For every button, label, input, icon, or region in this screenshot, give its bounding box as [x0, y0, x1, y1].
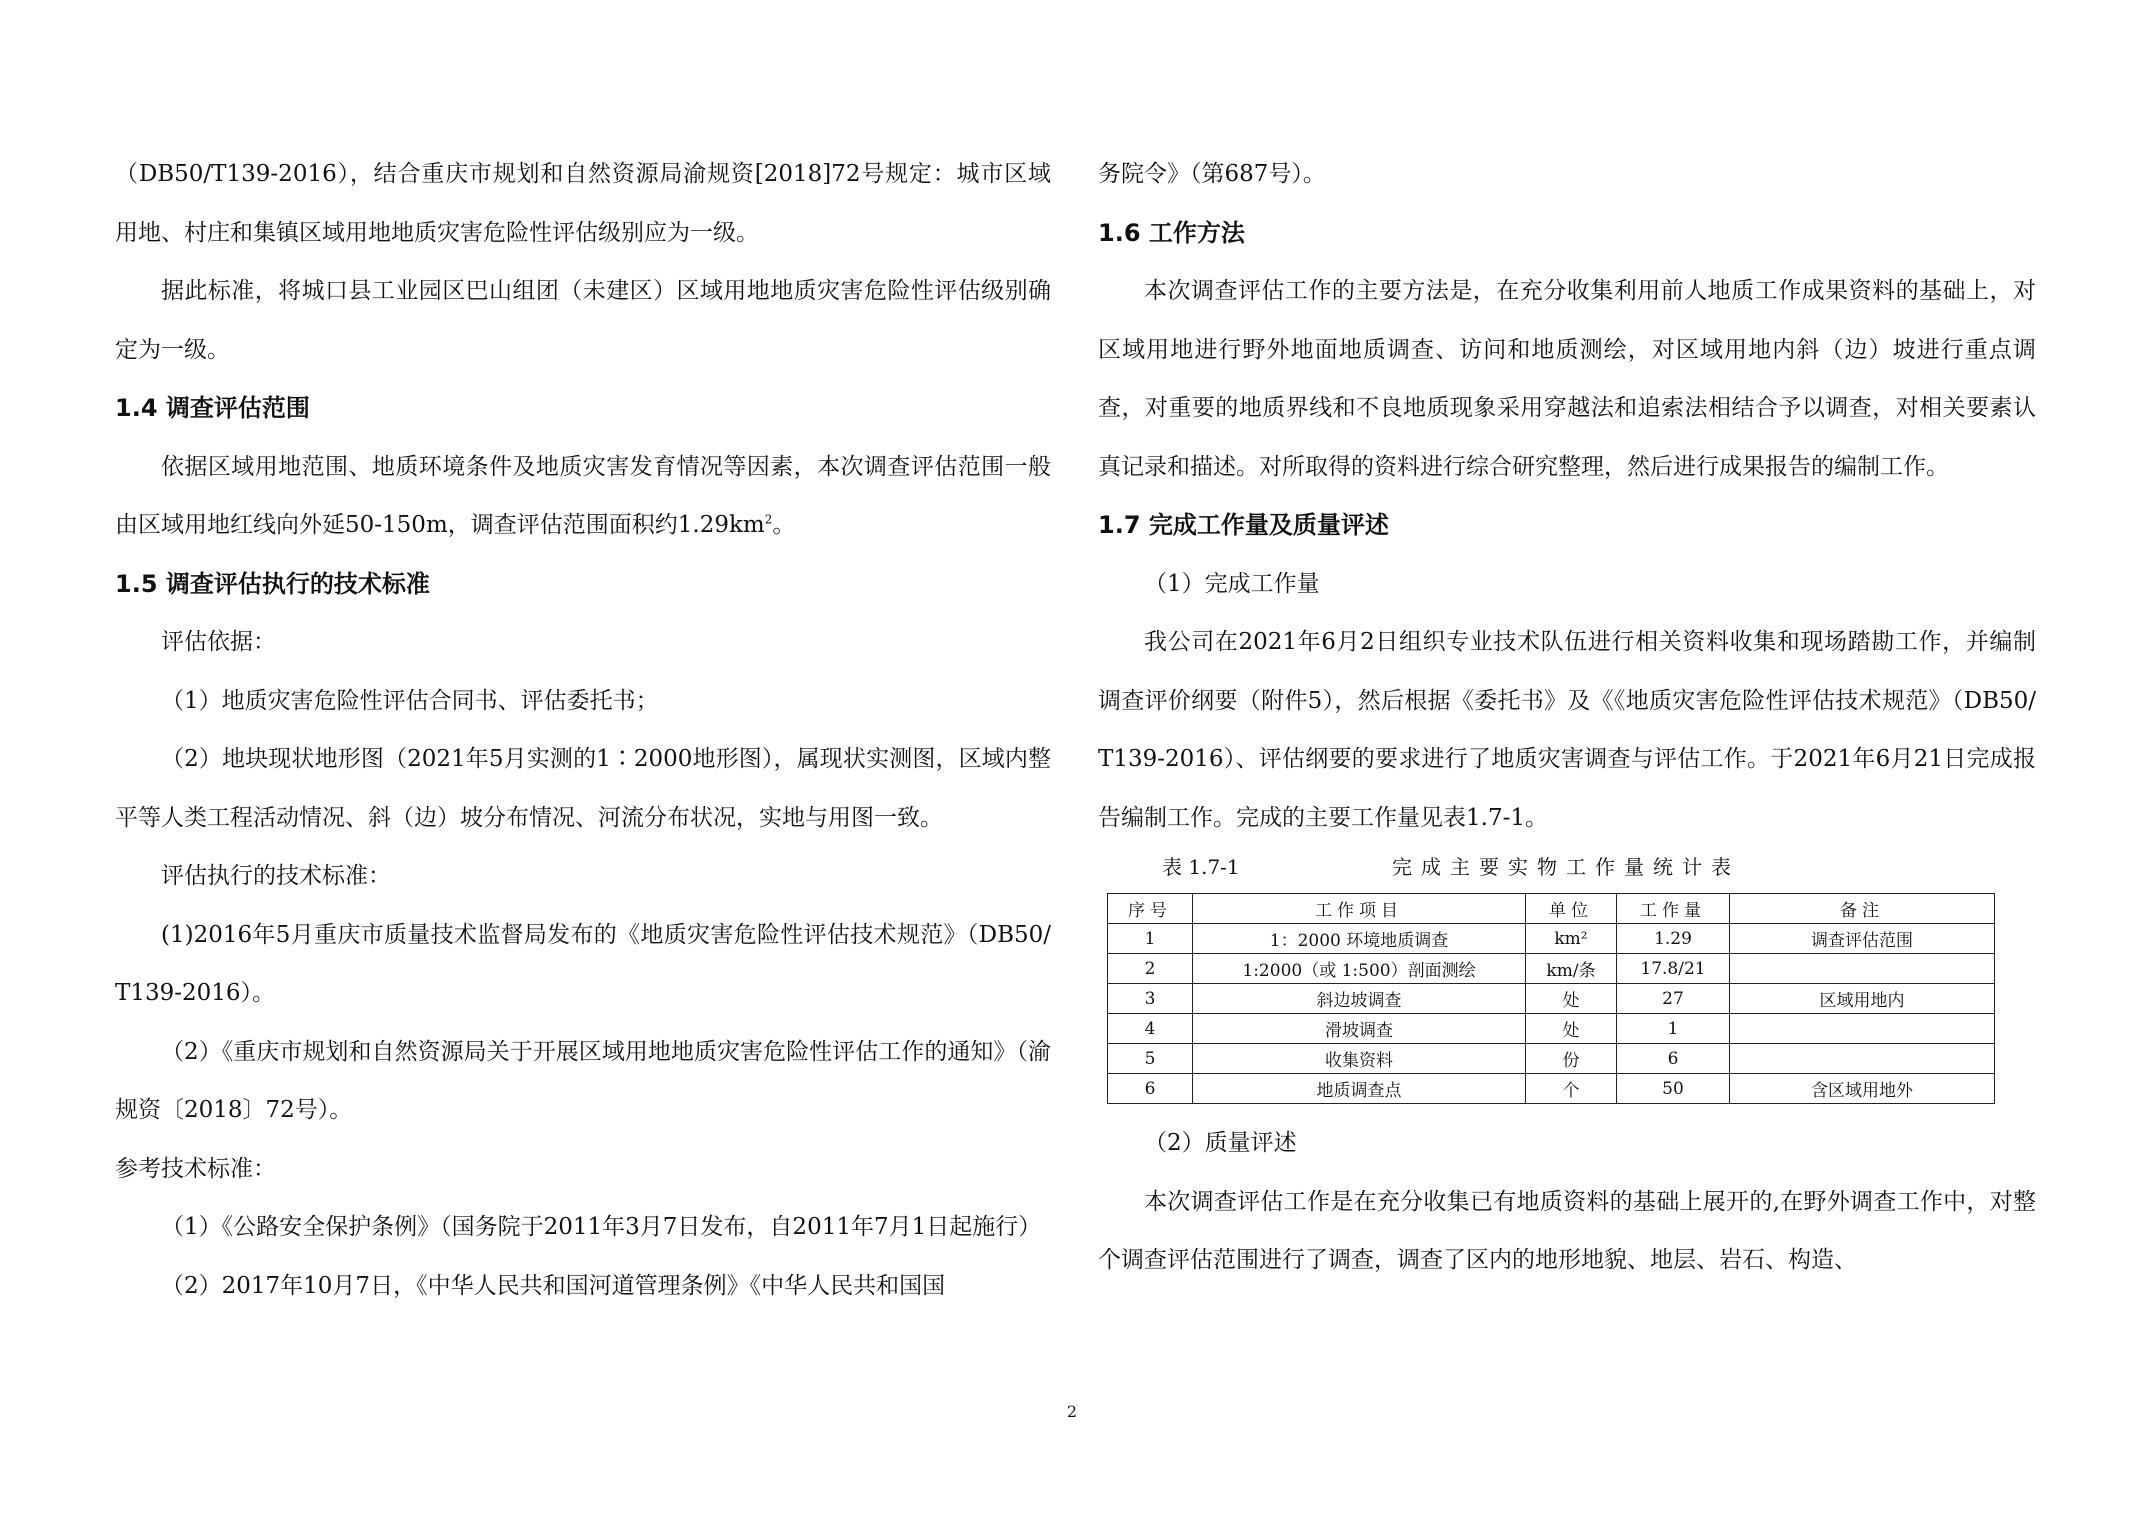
paragraph-quality: 本次调查评估工作是在充分收集已有地质资料的基础上展开的,在野外调查工作中，对整个调查评估范围进行了调查，调查了区内的地形地貌、地层、岩石、构造、 — [1098, 1188, 2036, 1273]
paragraph-work-method: 本次调查评估工作的主要方法是，在充分收集利用前人地质工作成果资料的基础上，对区域用地进行野外地面地质调查、访问和地质测绘，对区域用地内斜（边）坡进行重点调查，对重要的地质界线和不良地质现象采用穿越法和追索法相结合予以调查，对相关要素认真记录和描述。对所取得的资料进行综合研究整理，然后进行成果报告的编制工作。 — [1098, 278, 2036, 480]
table-cell: km² — [1526, 924, 1617, 954]
table-cell: 3 — [1108, 984, 1193, 1014]
table-cell: 4 — [1108, 1014, 1193, 1044]
table-row — [1108, 1044, 1995, 1074]
table-cell: 个 — [1526, 1074, 1617, 1104]
table-cell: 滑坡调查 — [1193, 1014, 1526, 1044]
table-cell: 27 — [1617, 984, 1730, 1014]
eval-scope-text: 依据区域用地范围、地质环境条件及地质灾害发育情况等因素，本次调查评估范围一般由区域用地红线向外延50-150m，调查评估范围面积约1.29km — [115, 453, 1051, 538]
heading-1-5: 1.5 调查评估执行的技术标准 — [115, 569, 430, 598]
eval-scope-end: 。 — [772, 512, 796, 538]
table-cell: 区域用地内 — [1730, 984, 1995, 1014]
table-cell: 调查评估范围 — [1730, 924, 1995, 954]
paragraph-eval-level: （DB50/T139-2016），结合重庆市规划和自然资源局渝规资[2018]72号规定：城市区域用地、村庄和集镇区域用地地质灾害危险性评估级别应为一级。 — [115, 161, 1051, 246]
table-header-cell: 工作项目 — [1193, 894, 1526, 924]
basis-item-2: （2）地块现状地形图（2021年5月实测的1∶2000地形图），属现状实测图，区域内整平等人类工程活动情况、斜（边）坡分布情况、河流分布状况，实地与用图一致。 — [115, 746, 1051, 831]
table-caption — [1098, 847, 2036, 887]
page-number: 2 — [1066, 1402, 1078, 1421]
table-cell: 1.29 — [1617, 924, 1730, 954]
table-caption-number: 表 1.7-1 — [1162, 855, 1240, 879]
table-cell — [1730, 954, 1995, 984]
reference-item-1: （1）《公路安全保护条例》（国务院于2011年3月7日发布，自2011年7月1日起施行） — [161, 1214, 1042, 1240]
table-header-cell: 备注 — [1730, 894, 1995, 924]
table-caption-title: 完成主要实物工作量统计表 — [1392, 855, 1740, 879]
paragraph-continued: 务院令》（第687号）。 — [1098, 161, 1326, 187]
table-row — [1108, 1074, 1995, 1104]
table-row — [1108, 954, 1995, 984]
heading-1-6: 1.6 工作方法 — [1098, 218, 1245, 247]
table-cell: 处 — [1526, 1014, 1617, 1044]
heading-1-4: 1.4 调查评估范围 — [115, 394, 310, 422]
table-cell: 1 — [1108, 924, 1193, 954]
table-cell: 处 — [1526, 984, 1617, 1014]
standard-label: 评估执行的技术标准： — [161, 863, 391, 889]
paragraph-workload: 我公司在2021年6月2日组织专业技术队伍进行相关资料收集和现场踏勘工作，并编制调查评价纲要（附件5），然后根据《委托书》及《《地质灾害危险性评估技术规范》（DB50/T139-2016）、评估纲要的要求进行了地质灾害调查与评估工作。于2021年6月21日完成报告编制工作。完成的主要工作量见表1.7-1。 — [1098, 629, 2036, 831]
eval-scope-sup: 2 — [764, 512, 773, 527]
table-cell: 1:2000（或 1:500）剖面测绘 — [1193, 954, 1526, 984]
table-cell: 6 — [1108, 1074, 1193, 1104]
standard-item-1: (1)2016年5月重庆市质量技术监督局发布的《地质灾害危险性评估技术规范》（DB50/T139-2016）。 — [115, 921, 1051, 1006]
table-cell: 50 — [1617, 1074, 1730, 1104]
table-row — [1108, 1014, 1995, 1044]
basis-item-1: （1）地质灾害危险性评估合同书、评估委托书； — [161, 687, 659, 714]
table-header-cell: 工作量 — [1617, 894, 1730, 924]
table-cell: 斜边坡调查 — [1193, 984, 1526, 1014]
table-header-cell: 单位 — [1526, 894, 1617, 924]
table-header-cell: 序号 — [1108, 894, 1193, 924]
table-cell: 收集资料 — [1193, 1044, 1526, 1074]
table-cell: 份 — [1526, 1044, 1617, 1074]
table-cell: 1：2000 环境地质调查 — [1193, 924, 1526, 954]
table-row — [1108, 984, 1995, 1014]
heading-1-7: 1.7 完成工作量及质量评述 — [1098, 511, 1389, 539]
standard-item-2: （2）《重庆市规划和自然资源局关于开展区域用地地质灾害危险性评估工作的通知》（渝规资〔2018〕72号）。 — [115, 1038, 1051, 1123]
table-cell: 5 — [1108, 1044, 1193, 1074]
basis-label: 评估依据： — [161, 629, 276, 655]
reference-label: 参考技术标准： — [115, 1155, 276, 1182]
table-cell: km/条 — [1526, 954, 1617, 984]
reference-item-2: （2）2017年10月7日，《中华人民共和国河道管理条例》《中华人民共和国国 — [161, 1272, 946, 1299]
workload-table — [1107, 893, 1995, 1104]
table-cell: 1 — [1617, 1014, 1730, 1044]
table-cell: 含区域用地外 — [1730, 1074, 1995, 1104]
table-cell — [1730, 1014, 1995, 1044]
subheading-quality: （2）质量评述 — [1144, 1130, 1297, 1156]
paragraph-eval-level-conclusion: 据此标准，将城口县工业园区巴山组团（未建区）区域用地地质灾害危险性评估级别确定为一级。 — [115, 278, 1051, 363]
left-column — [115, 145, 1051, 1315]
paragraph-eval-scope — [115, 438, 1051, 555]
subheading-workload: （1）完成工作量 — [1144, 570, 1320, 597]
table-cell: 地质调查点 — [1193, 1074, 1526, 1104]
right-column — [1098, 145, 2036, 1290]
table-cell: 17.8/21 — [1617, 954, 1730, 984]
table-row — [1108, 924, 1995, 954]
table-cell: 6 — [1617, 1044, 1730, 1074]
table-header-row — [1108, 894, 1995, 924]
table-cell — [1730, 1044, 1995, 1074]
table-cell: 2 — [1108, 954, 1193, 984]
